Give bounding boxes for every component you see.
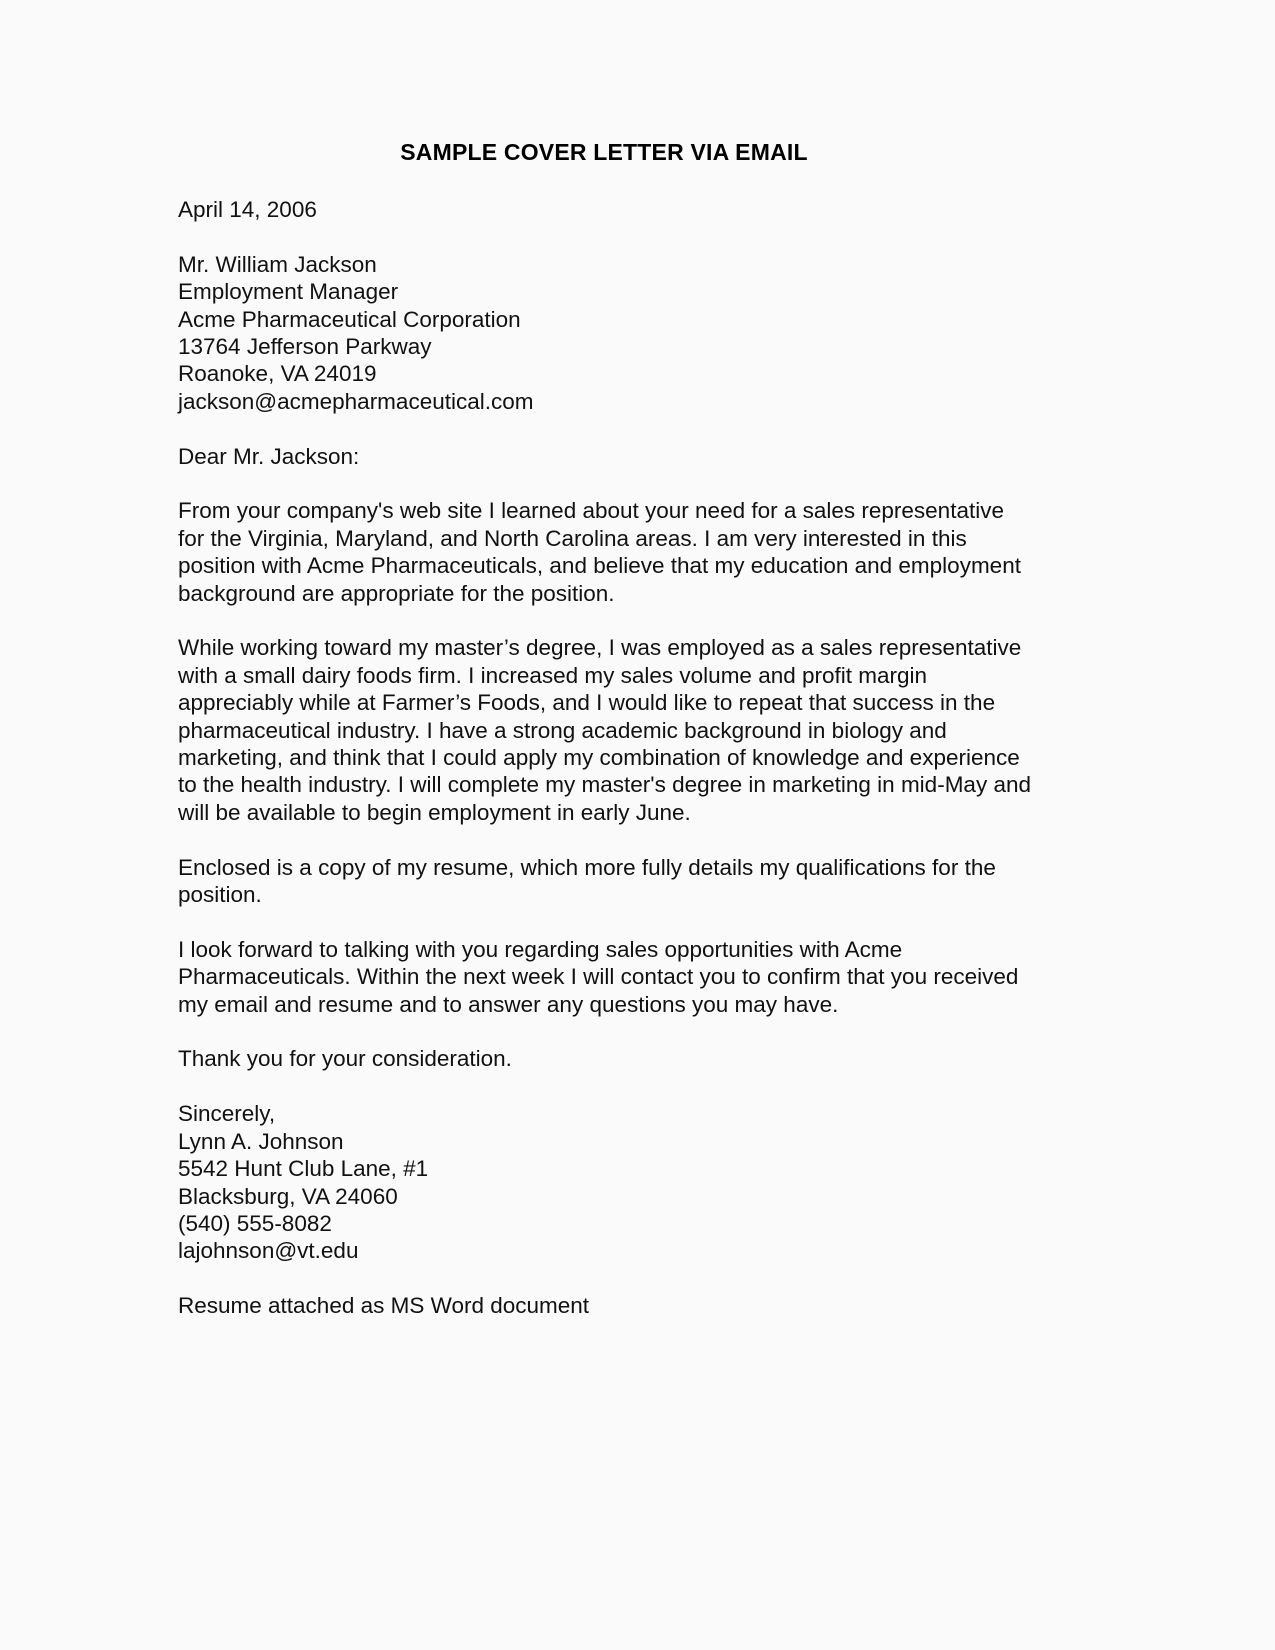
sender-street: 5542 Hunt Club Lane, #1 xyxy=(178,1156,429,1182)
page-title: SAMPLE COVER LETTER VIA EMAIL xyxy=(400,139,808,165)
letter-body xyxy=(178,196,1036,1320)
sender-city-state-zip: Blacksburg, VA 24060 xyxy=(178,1183,398,1209)
recipient-job-title: Employment Manager xyxy=(178,279,399,305)
recipient-address-block xyxy=(178,251,1036,415)
closing-block xyxy=(178,1100,1036,1264)
recipient-street: 13764 Jefferson Parkway xyxy=(178,334,432,360)
attachment-note xyxy=(178,1292,1036,1319)
sender-email: lajohnson@vt.edu xyxy=(178,1238,359,1264)
date-text: April 14, 2006 xyxy=(178,197,317,222)
body-paragraph-5: Thank you for your consideration. xyxy=(178,1046,512,1072)
body-paragraph-3: Enclosed is a copy of my resume, which more fully details my qualifications for the position. xyxy=(178,854,996,908)
attachment-note-text: Resume attached as MS Word document xyxy=(178,1293,590,1319)
body-paragraph-2: While working toward my master’s degree, I was employed as a sales representative with a small dairy foods firm. I increased my sales volume and profit margin appreciably while at Farmer’s Foods, and I would like to repeat that success in the pharmaceutical industry. I have a strong academic background in biology and marketing, and think that I could apply my combination of knowledge and experience to the health industry. I will complete my master's degree in marketing in mid-May and will be available to begin employment in early June. xyxy=(178,635,1031,825)
salutation xyxy=(178,443,1036,470)
sender-name: Lynn A. Johnson xyxy=(178,1128,344,1154)
recipient-name: Mr. William Jackson xyxy=(178,251,377,277)
sender-phone: (540) 555-8082 xyxy=(178,1210,332,1236)
letter-date xyxy=(178,196,1036,223)
salutation-text: Dear Mr. Jackson: xyxy=(178,443,360,469)
recipient-city-state-zip: Roanoke, VA 24019 xyxy=(178,361,377,387)
recipient-company: Acme Pharmaceutical Corporation xyxy=(178,306,521,332)
body-paragraph-4: I look forward to talking with you regarding sales opportunities with Acme Pharmaceuticals. Within the next week I will contact you to confirm that you received my email and resume and to answer any questions you may have. xyxy=(178,936,1019,1017)
recipient-email: jackson@acmepharmaceutical.com xyxy=(178,388,534,414)
valediction: Sincerely, xyxy=(178,1101,276,1127)
body-paragraph-1: From your company's web site I learned about your need for a sales representative for the Virginia, Maryland, and North Carolina areas. I am very interested in this position with Acme Pharmaceuticals, and believe that my education and employment background are appropriate for the position. xyxy=(178,498,1021,606)
